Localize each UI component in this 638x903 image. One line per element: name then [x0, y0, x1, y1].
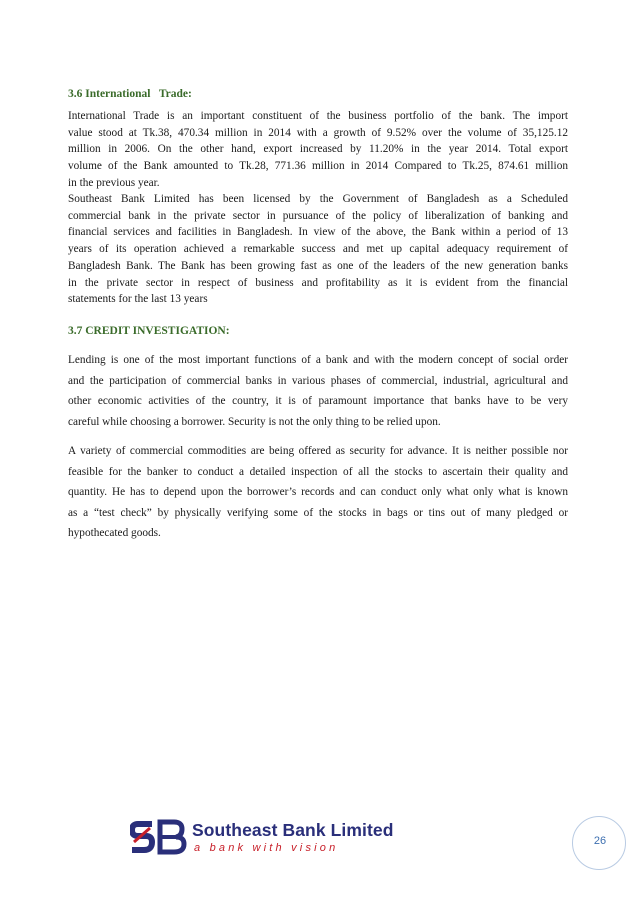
- text-line: value stood at Tk.38, 470.34 million in 2014 with a growth of 9.52% over the volume of 35,125.12: [68, 126, 568, 139]
- text-line: million in 2006. On the other hand, export increased by 11.20% in the year 2014. Total export: [68, 143, 568, 156]
- text-line: International Trade is an important constituent of the business portfolio of the bank. The import: [68, 110, 568, 122]
- text-line: quantity. He has to depend upon the borrower’s records and can conduct only what only what is known: [68, 486, 568, 498]
- text-line: other economic activities of the country, it is of paramount importance that banks have to be very: [68, 395, 568, 407]
- text-line: feasible for the banker to conduct a detailed inspection of all the stocks to ascertain their quality and: [68, 465, 568, 478]
- page-number: 26: [593, 835, 607, 847]
- section-heading-international-trade: 3.6 International Trade:: [68, 88, 192, 100]
- text-line: financial services and facilities in Bangladesh. In view of the above, the Bank within a period of 13: [68, 226, 568, 239]
- paragraph-lending: [68, 350, 568, 432]
- paragraph-commodities-security: [68, 441, 568, 544]
- text-line: Southeast Bank Limited has been licensed by the Government of Bangladesh as a Scheduled: [68, 193, 568, 205]
- page-number-badge: [572, 816, 626, 870]
- sb-logo-icon: [130, 818, 188, 858]
- text-line: hypothecated goods.: [68, 527, 161, 539]
- text-line: in the previous year.: [68, 176, 160, 189]
- bank-tagline: a bank with vision: [194, 842, 339, 854]
- text-line: in the private sector in respect of business and profitability as it is evident from the financial: [68, 276, 568, 289]
- paragraph-bank-overview: [68, 191, 568, 308]
- bank-name: Southeast Bank Limited: [192, 820, 394, 840]
- text-line: as a “test check” by physically verifying some of the stocks in bags or tins out of many pledged or: [68, 506, 568, 519]
- text-line: commercial bank in the private sector in pursuance of the policy of liberalization of banking and: [68, 209, 568, 222]
- text-line: A variety of commercial commodities are being offered as security for advance. It is neither possible nor: [68, 445, 568, 457]
- text-line: volume of the Bank amounted to Tk.28, 771.36 million in 2014 Compared to Tk.25, 874.61 million: [68, 160, 568, 173]
- text-line: and the participation of commercial banks in various phases of commercial, industrial, agricultural and: [68, 374, 568, 387]
- text-line: statements for the last 13 years: [68, 293, 208, 306]
- text-line: years of its operation achieved a remarkable success and met up capital adequacy requirement of: [68, 243, 568, 256]
- text-line: Bangladesh Bank. The Bank has been growing fast as one of the leaders of the new generation banks: [68, 259, 568, 272]
- text-line: Lending is one of the most important functions of a bank and with the modern concept of social order: [68, 354, 568, 366]
- bank-logo: [130, 818, 430, 862]
- text-line: careful while choosing a borrower. Security is not the only thing to be relied upon.: [68, 415, 441, 428]
- section-heading-credit-investigation: 3.7 CREDIT INVESTIGATION:: [68, 325, 230, 337]
- paragraph-international-trade-figures: [68, 108, 568, 192]
